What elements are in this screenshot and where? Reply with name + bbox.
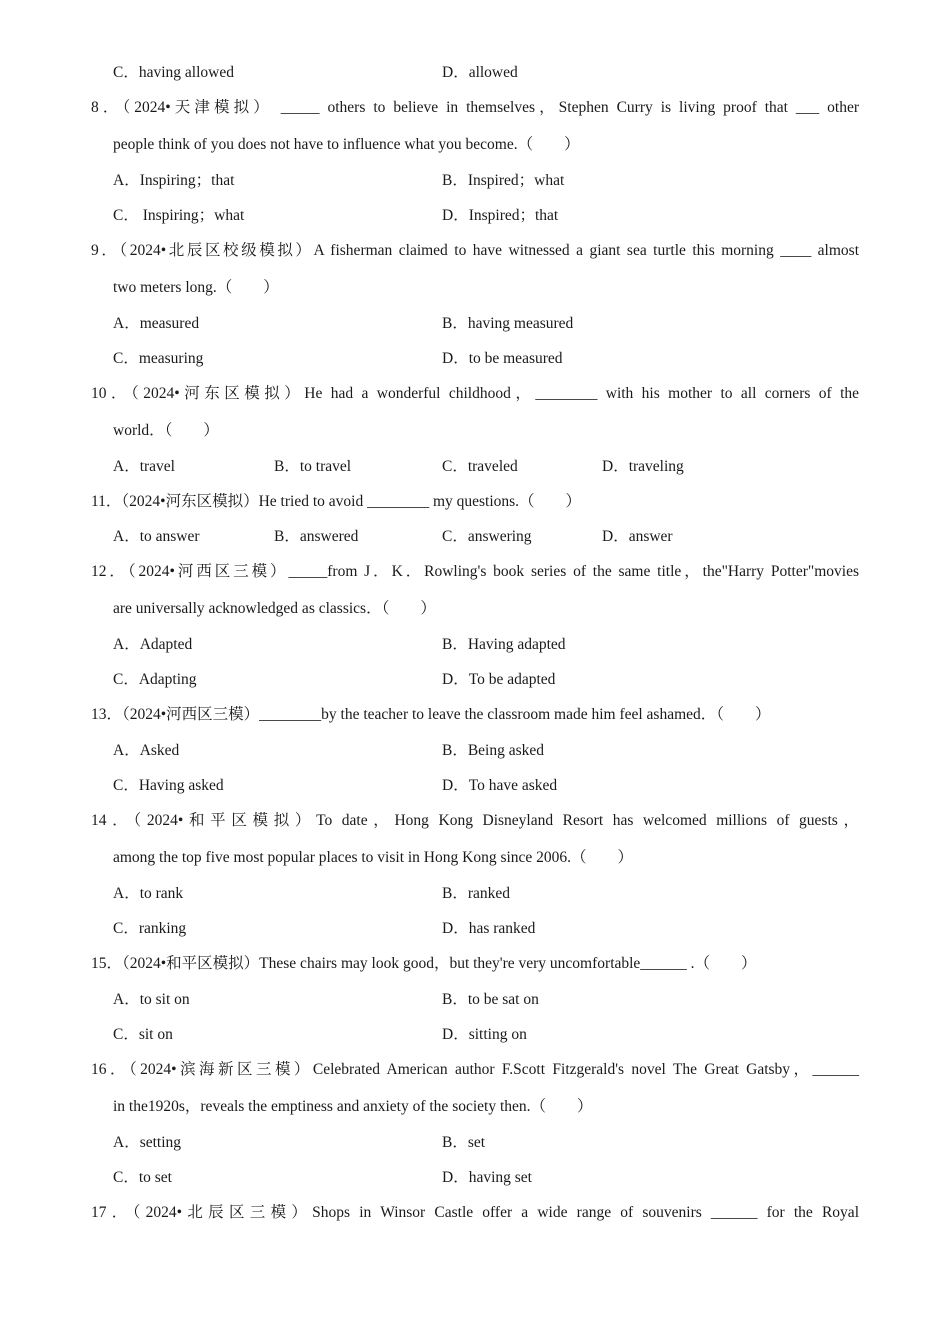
q12-stem-line2: are universally acknowledged as classics．（ ）	[113, 600, 436, 617]
q11-option-c: C．answering	[442, 528, 532, 545]
q14-stem-line1: 14．（2024•和平区模拟）To date，Hong Kong Disneyland Resort has welcomed millions of guests，	[91, 812, 859, 829]
q10-stem-line1: 10．（2024•河东区模拟）He had a wonderful childhood，________ with his mother to all corners of the	[91, 385, 859, 402]
q10-option-a: A．travel	[113, 458, 175, 475]
q9-option-b: B．having measured	[442, 315, 574, 332]
q15-option-b: B．to be sat on	[442, 991, 539, 1008]
q11-option-a: A．to answer	[113, 528, 200, 545]
q16-stem-line1: 16．（2024•滨海新区三模）Celebrated American author F.Scott Fitzgerald's novel The Great Gatsby，______	[91, 1061, 859, 1078]
q16-option-d: D．having set	[442, 1169, 532, 1186]
q7-option-c: C．having allowed	[113, 64, 234, 81]
q13-option-a: A．Asked	[113, 742, 180, 759]
q11-stem-line1: 11．（2024•河东区模拟）He tried to avoid ________ my questions.（ ）	[91, 493, 582, 510]
q16-option-c: C．to set	[113, 1169, 172, 1186]
q9-option-c: C．measuring	[113, 350, 204, 367]
q8-stem-line2: people think of you does not have to influence what you become.（ ）	[113, 136, 580, 153]
q17-stem-line1: 17．（2024•北辰区三模）Shops in Winsor Castle offer a wide range of souvenirs ______ for the Royal	[91, 1204, 859, 1221]
q13-option-c: C．Having asked	[113, 777, 224, 794]
q16-option-b: B．set	[442, 1134, 486, 1151]
q9-option-d: D．to be measured	[442, 350, 563, 367]
q13-option-b: B．Being asked	[442, 742, 545, 759]
q16-stem-line2: in the1920s，reveals the emptiness and anxiety of the society then.（ ）	[113, 1098, 593, 1115]
q14-stem-line2: among the top five most popular places to visit in Hong Kong since 2006.（ ）	[113, 849, 634, 866]
q12-stem-line1: 12．（2024•河西区三模）_____from J．K．Rowling's book series of the same title，the"Harry Potter"movies	[91, 563, 859, 580]
q13-stem-line1: 13．（2024•河西区三模）________by the teacher to leave the classroom made him feel ashamed．（ ）	[91, 706, 771, 723]
q10-option-d: D．traveling	[602, 458, 684, 475]
q7-option-d: D．allowed	[442, 64, 518, 81]
q10-option-c: C．traveled	[442, 458, 518, 475]
q8-stem-line1: 8．（2024•天津模拟） _____ others to believe in themselves，Stephen Curry is living proof that ___ other	[91, 99, 859, 116]
q10-option-b: B．to travel	[274, 458, 352, 475]
q15-stem-line1: 15．（2024•和平区模拟）These chairs may look good，but they're very uncomfortable______ .（ ）	[91, 955, 757, 972]
q9-stem-line1: 9．（2024•北辰区校级模拟）A fisherman claimed to have witnessed a giant sea turtle this morning ____ almost	[91, 242, 859, 259]
q16-option-a: A．setting	[113, 1134, 182, 1151]
q10-stem-line2: world．（ ）	[113, 422, 219, 439]
q12-option-c: C．Adapting	[113, 671, 197, 688]
q11-option-d: D．answer	[602, 528, 673, 545]
q14-option-c: C．ranking	[113, 920, 187, 937]
q8-option-a: A．Inspiring；that	[113, 172, 235, 189]
q12-option-a: A．Adapted	[113, 636, 193, 653]
q8-option-d: D．Inspired；that	[442, 207, 559, 224]
q12-option-d: D．To be adapted	[442, 671, 556, 688]
q8-option-c: C． Inspiring；what	[113, 207, 245, 224]
q12-option-b: B．Having adapted	[442, 636, 566, 653]
q11-option-b: B．answered	[274, 528, 359, 545]
q14-option-b: B．ranked	[442, 885, 511, 902]
q15-option-c: C．sit on	[113, 1026, 173, 1043]
q15-option-d: D．sitting on	[442, 1026, 527, 1043]
q14-option-a: A．to rank	[113, 885, 184, 902]
q8-option-b: B．Inspired；what	[442, 172, 565, 189]
q15-option-a: A．to sit on	[113, 991, 190, 1008]
q14-option-d: D．has ranked	[442, 920, 536, 937]
q9-option-a: A．measured	[113, 315, 200, 332]
q13-option-d: D．To have asked	[442, 777, 558, 794]
q9-stem-line2: two meters long.（ ）	[113, 279, 279, 296]
